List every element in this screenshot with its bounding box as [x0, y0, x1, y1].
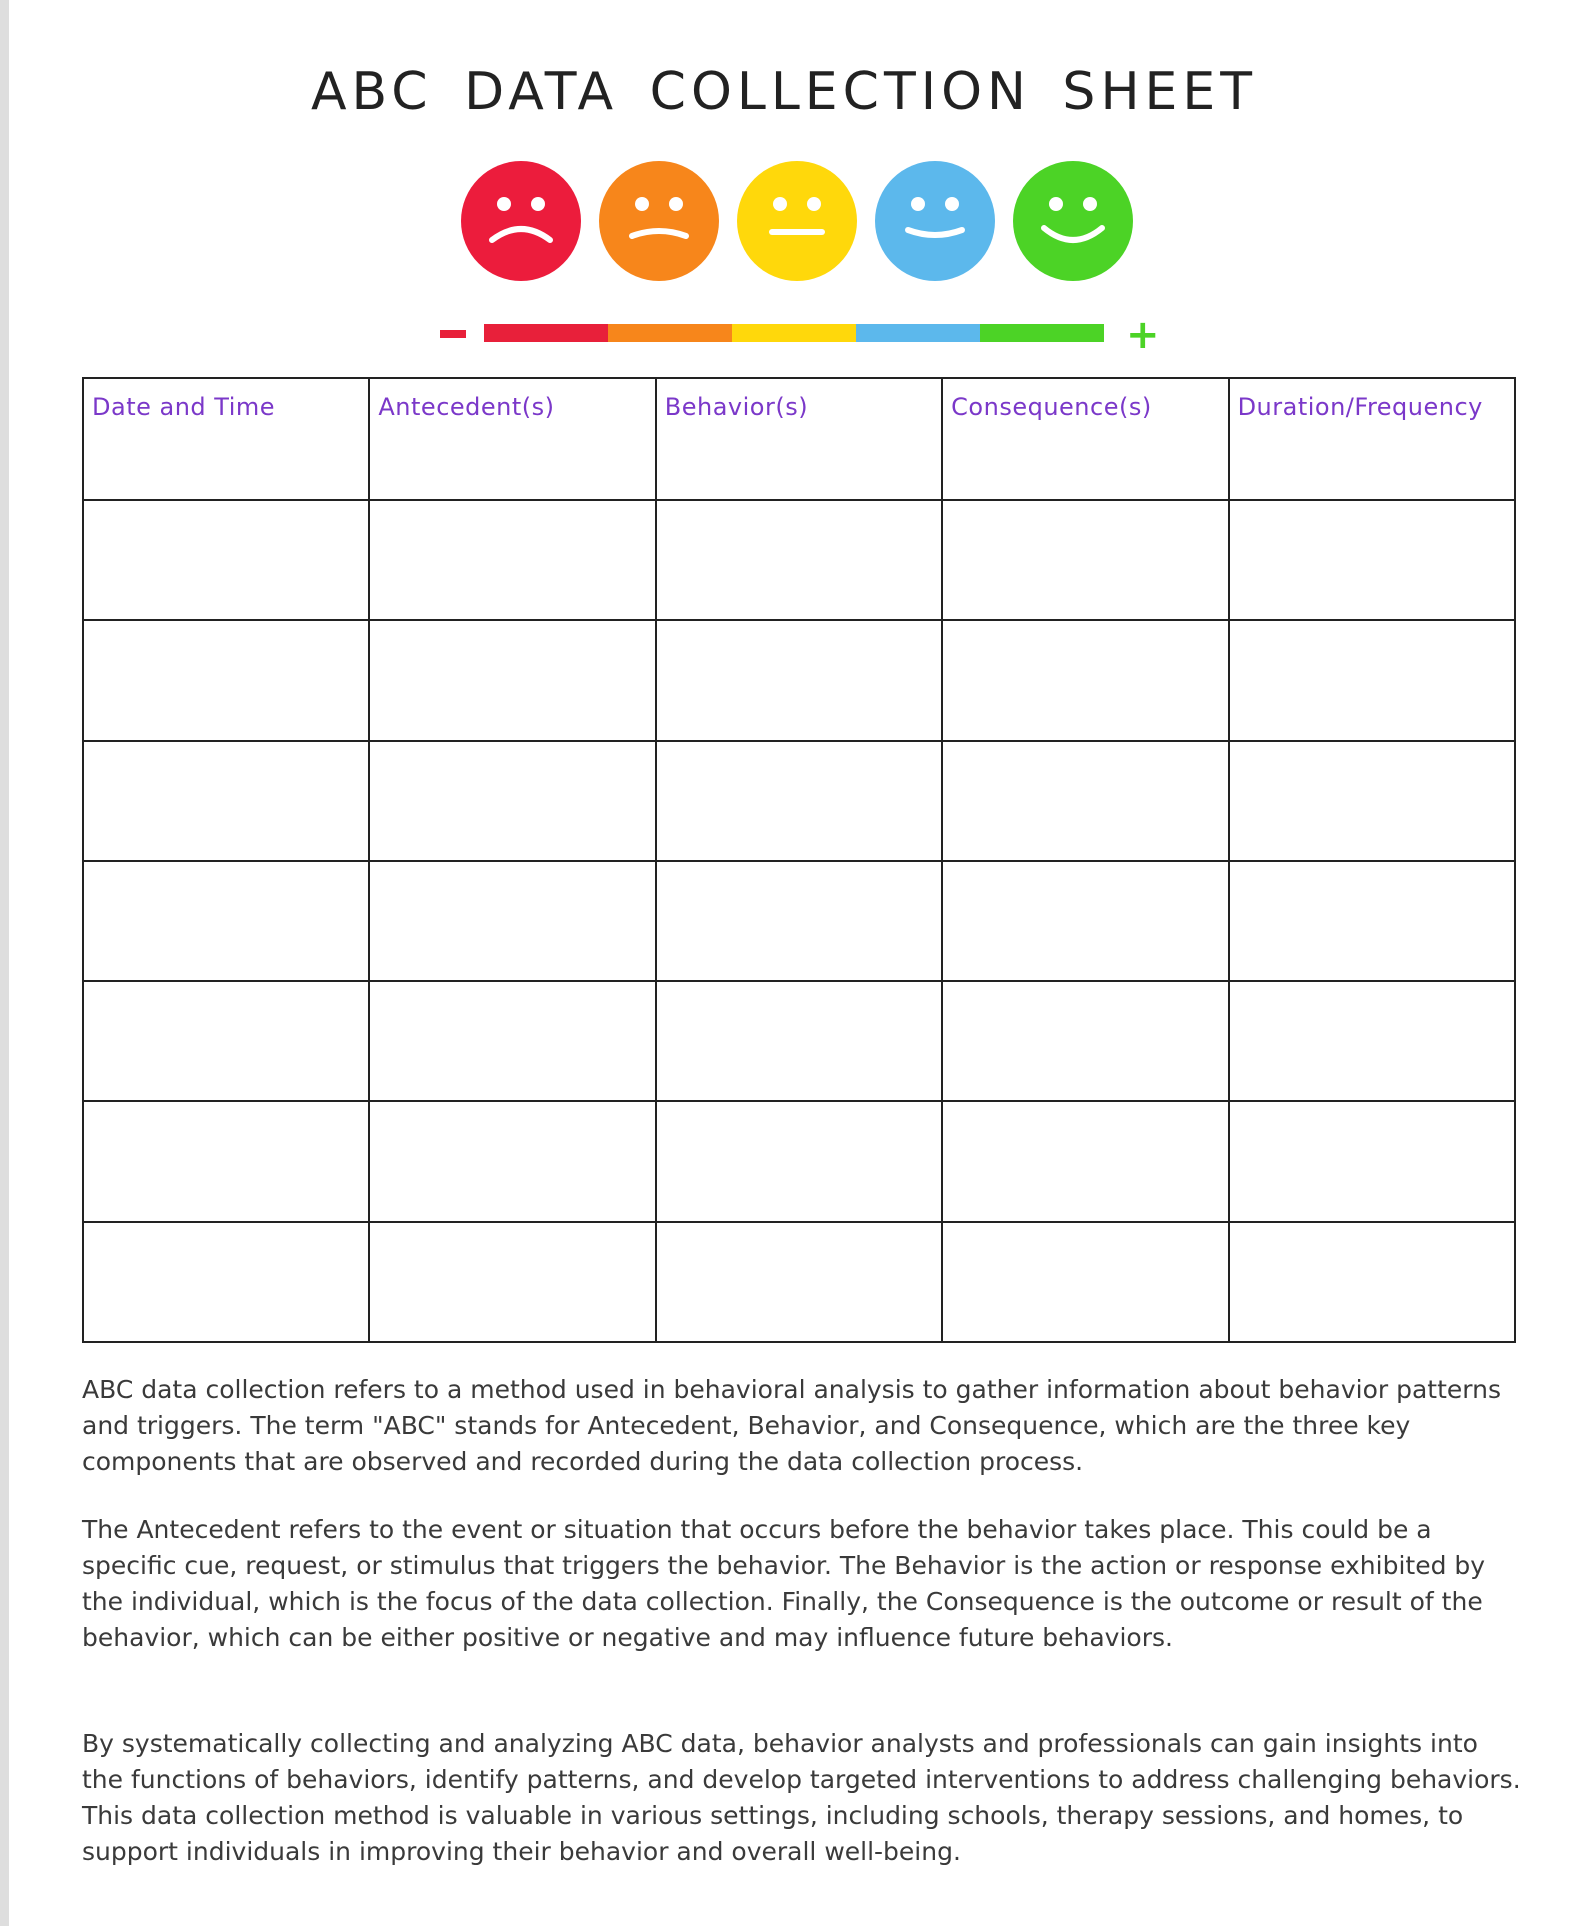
table-cell[interactable]: [83, 1101, 369, 1221]
table-cell[interactable]: [369, 620, 655, 740]
abc-data-table: [82, 377, 1516, 1343]
table-cell[interactable]: [369, 500, 655, 620]
table-cell[interactable]: [942, 620, 1228, 740]
page-title: ABC DATA COLLECTION SHEET: [310, 62, 1258, 122]
table-row: [83, 741, 1515, 861]
table-cell[interactable]: [369, 1101, 655, 1221]
table-body: [83, 500, 1515, 1342]
scale-segment: [608, 324, 732, 342]
table-cell[interactable]: [656, 1101, 942, 1221]
table-cell[interactable]: [1229, 981, 1515, 1101]
table-cell[interactable]: [942, 981, 1228, 1101]
table-cell[interactable]: [83, 1222, 369, 1342]
table-cell[interactable]: [1229, 741, 1515, 861]
table-cell[interactable]: [83, 620, 369, 740]
table-cell[interactable]: [83, 981, 369, 1101]
minus-icon: [440, 330, 466, 338]
table-row: [83, 861, 1515, 981]
happy-face-icon: [1012, 160, 1134, 282]
table-cell[interactable]: [83, 500, 369, 620]
neutral-face-icon: [736, 160, 858, 282]
table-cell[interactable]: [1229, 500, 1515, 620]
table-cell[interactable]: [656, 620, 942, 740]
table-row: [83, 1222, 1515, 1342]
column-header-antecedents: Antecedent(s): [369, 378, 655, 500]
sad-face-icon: [598, 160, 720, 282]
table-cell[interactable]: [1229, 1222, 1515, 1342]
table-row: [83, 500, 1515, 620]
table-cell[interactable]: [942, 861, 1228, 981]
table-cell[interactable]: [1229, 1101, 1515, 1221]
scale-segment: [980, 324, 1104, 342]
table-cell[interactable]: [942, 741, 1228, 861]
table-cell[interactable]: [83, 741, 369, 861]
table-cell[interactable]: [369, 741, 655, 861]
column-header-behaviors: Behavior(s): [656, 378, 942, 500]
table-cell[interactable]: [942, 1222, 1228, 1342]
table-cell[interactable]: [942, 500, 1228, 620]
table-cell[interactable]: [656, 861, 942, 981]
table-row: [83, 981, 1515, 1101]
table-cell[interactable]: [369, 981, 655, 1101]
column-header-consequences: Consequence(s): [942, 378, 1228, 500]
table-cell[interactable]: [656, 981, 942, 1101]
table-cell[interactable]: [1229, 620, 1515, 740]
scale-segment: [732, 324, 856, 342]
table-row: [83, 1101, 1515, 1221]
plus-icon: +: [1126, 312, 1160, 358]
paragraph-components: The Antecedent refers to the event or situation that occurs before the behavior takes place. This could be a specific cue, request, or stimulus that triggers the behavior. The Behavior is the action or response exhibited by the individual, which is the focus of the data collection. Finally, the Consequence is the outcome or result of the behavior, which can be either positive or negative and may influence future behaviors.: [82, 1515, 1486, 1652]
table-cell[interactable]: [942, 1101, 1228, 1221]
table-cell[interactable]: [656, 741, 942, 861]
very-sad-face-icon: [460, 160, 582, 282]
emotion-scale: [440, 312, 1160, 358]
paragraph-intro: ABC data collection refers to a method used in behavioral analysis to gather information about behavior patterns and triggers. The term "ABC" stands for Antecedent, Behavior, and Consequence, which are the three key components that are observed and recorded during the data collection process.: [82, 1375, 1501, 1476]
table-cell[interactable]: [1229, 861, 1515, 981]
table-row: [83, 620, 1515, 740]
table-cell[interactable]: [656, 1222, 942, 1342]
table-cell[interactable]: [83, 861, 369, 981]
paragraph-benefits: By systematically collecting and analyzing ABC data, behavior analysts and professionals can gain insights into the functions of behaviors, identify patterns, and develop targeted interventions to address challenging behaviors. This data collection method is valuable in various settings, including schools, therapy sessions, and homes, to support individuals in improving their behavior and overall well-being.: [82, 1729, 1521, 1866]
table-cell[interactable]: [656, 500, 942, 620]
page-left-edge: [0, 0, 9, 1926]
table-cell[interactable]: [369, 861, 655, 981]
table-cell[interactable]: [369, 1222, 655, 1342]
scale-segment: [856, 324, 980, 342]
column-header-duration-frequency: Duration/Frequency: [1229, 378, 1515, 500]
scale-segment: [484, 324, 608, 342]
content-face-icon: [874, 160, 996, 282]
table-header-row: [83, 378, 1515, 500]
column-header-date-time: Date and Time: [83, 378, 369, 500]
